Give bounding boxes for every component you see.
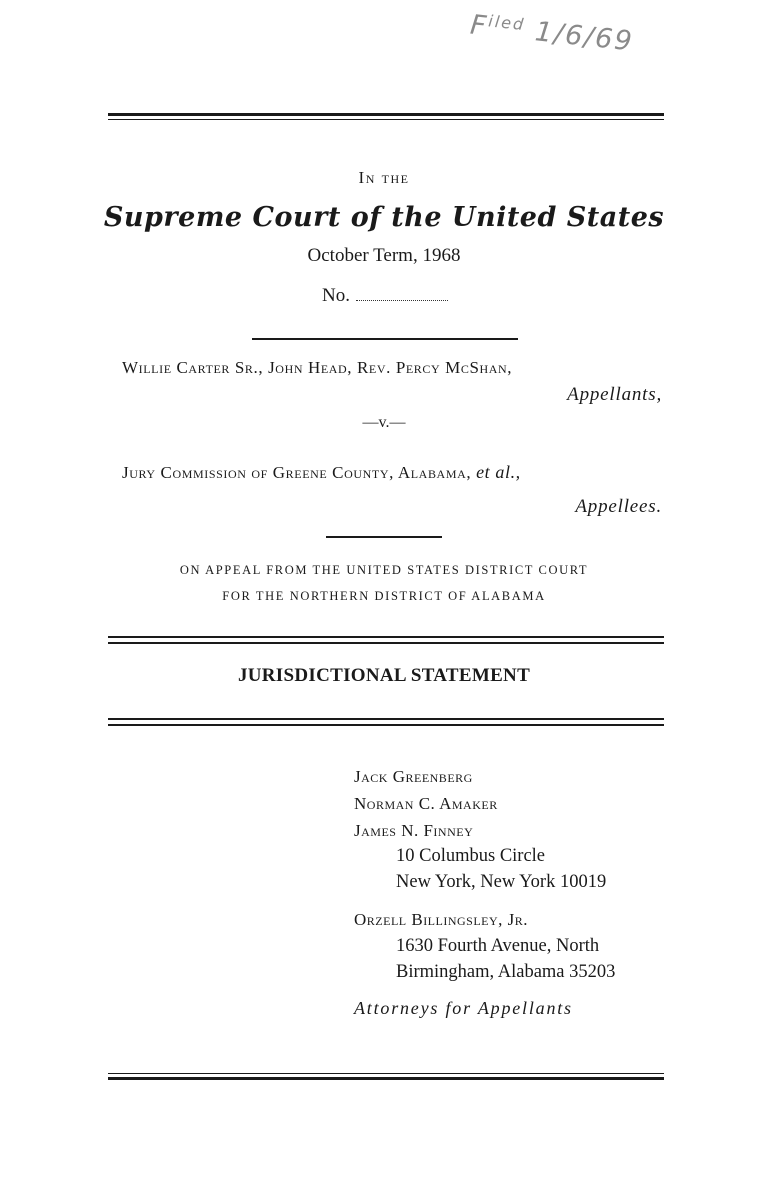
address-line: 1630 Fourth Avenue, North	[396, 936, 600, 956]
appellees-name: Jury Commission of Greene County, Alabama,	[122, 463, 472, 482]
address-line: Birmingham, Alabama 35203	[396, 962, 616, 982]
address-line: 10 Columbus Circle	[396, 846, 546, 866]
court-title: Supreme Court of the United States	[103, 202, 665, 233]
attorney-name: James N. Finney	[354, 821, 474, 840]
address-line: New York, New York 10019	[396, 872, 607, 892]
appellants-role: Appellants,	[567, 384, 662, 405]
appellees-line	[122, 462, 521, 483]
docket-number	[322, 285, 448, 307]
docket-number-label: No.	[322, 285, 350, 306]
term: October Term, 1968	[307, 245, 461, 266]
bottom-rule-thin	[108, 1073, 664, 1074]
title-rule-bottom-2	[108, 724, 664, 726]
appellants-names: Willie Carter Sr., John Head, Rev. Percy McShan,	[122, 358, 513, 377]
docket-number-blank	[356, 290, 448, 301]
appeal-line-1: ON APPEAL FROM THE UNITED STATES DISTRICT COURT	[179, 563, 589, 577]
title-rule-top-2	[108, 642, 664, 644]
divider-1	[252, 338, 518, 340]
in-the-heading: In the	[358, 168, 410, 187]
divider-2	[326, 536, 442, 538]
appellees-role: Appellees.	[575, 496, 662, 517]
attorney-name: Jack Greenberg	[354, 767, 473, 786]
attorney-name: Orzell Billingsley, Jr.	[354, 910, 529, 929]
appeal-line-2: FOR THE NORTHERN DISTRICT OF ALABAMA	[222, 589, 546, 603]
top-rule	[108, 113, 664, 116]
top-rule-thin	[108, 119, 664, 120]
bottom-rule	[108, 1077, 664, 1080]
handwritten-filing-note: $F^{iled}$ 1/6/69	[468, 9, 636, 58]
title-rule-bottom-1	[108, 718, 664, 720]
versus: —v.—	[362, 414, 406, 431]
statement-title: JURISDICTIONAL STATEMENT	[237, 665, 531, 686]
title-rule-top-1	[108, 636, 664, 638]
attorneys-role: Attorneys for Appellants	[354, 998, 573, 1018]
appellees-etal: et al.,	[476, 462, 521, 482]
attorney-name: Norman C. Amaker	[354, 794, 498, 813]
